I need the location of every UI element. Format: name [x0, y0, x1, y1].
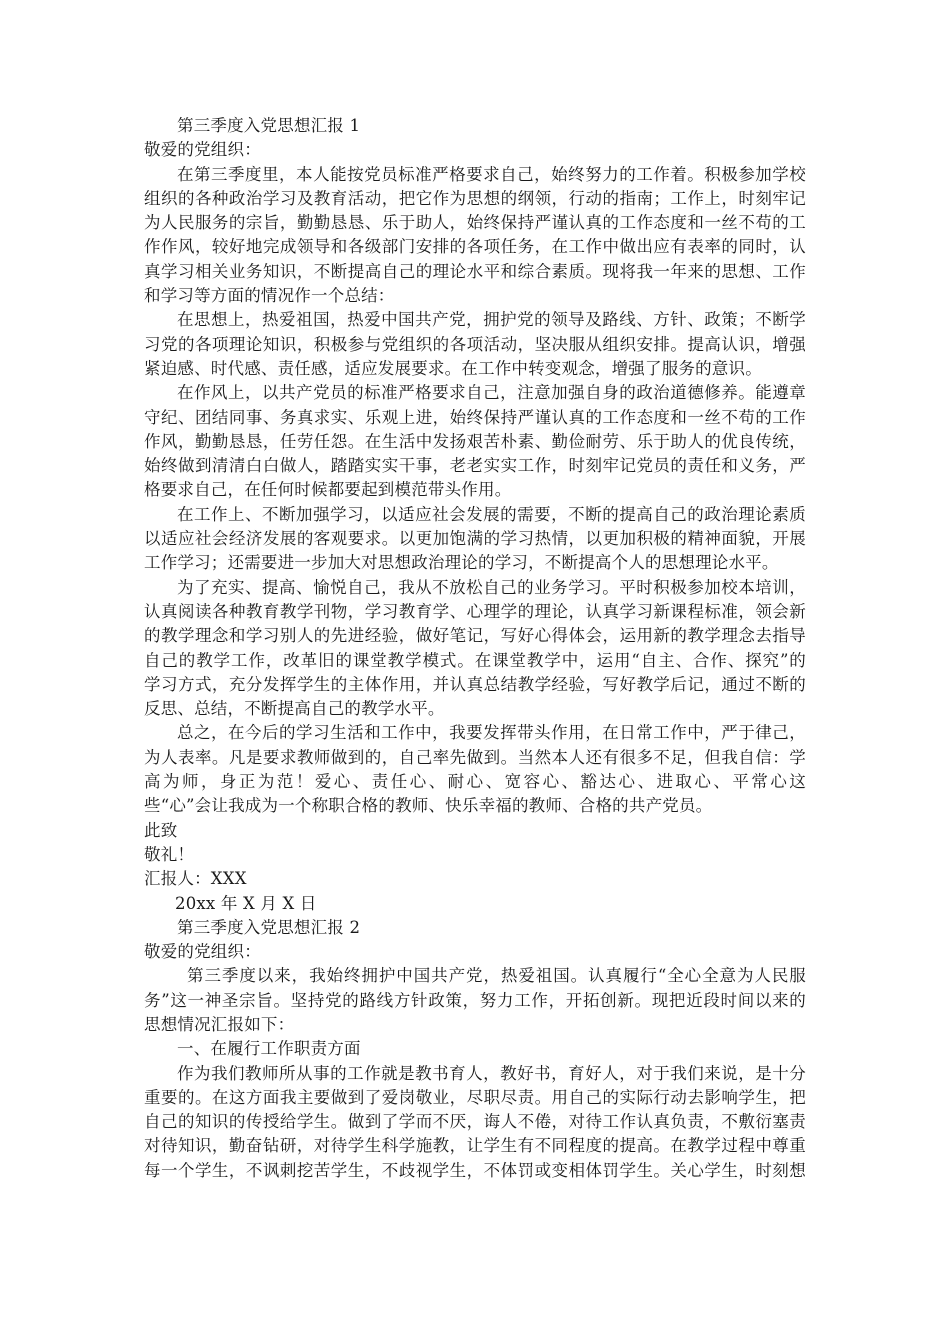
report1-paragraph-4: [144, 503, 806, 576]
text-line: 高为师，身正为范！爱心、责任心、耐心、宽容心、豁达心、进取心、平常心这: [144, 772, 806, 792]
report2-intro: [144, 964, 806, 1037]
text-line: 组织的各种政治学习及教育活动，把它作为思想的纲领，行动的指南；工作上，时刻牢记: [144, 188, 806, 208]
report1-paragraph-3: [144, 381, 806, 502]
text-line: 对待知识，勤奋钻研，对待学生科学施教，让学生有不同程度的提高。在教学过程中尊重: [144, 1136, 806, 1156]
text-line: 作作风，较好地完成领导和各级部门安排的各项任务，在工作中做出应有表率的同时，认: [144, 237, 806, 257]
report-date: 20xx 年 X 月 X 日: [175, 893, 317, 913]
report1-paragraph-6: [144, 721, 806, 818]
reporter-name: 汇报人：XXX: [144, 869, 247, 889]
text-line: 总之，在今后的学习生活和工作中，我要发挥带头作用，在日常工作中，严于律己，: [177, 723, 806, 743]
text-line: 重要的。在这方面我主要做到了爱岗敬业，尽职尽责。用自己的实际行动去影响学生，把: [144, 1087, 806, 1107]
text-line: 守纪、团结同事、务真求实、乐观上进，始终保持严谨认真的工作态度和一丝不苟的工作: [144, 407, 806, 427]
report2-salutation: 敬爱的党组织：: [144, 942, 261, 962]
text-line: 作风，勤勤恳恳，任劳任怨。在生活中发扬艰苦朴素、勤俭耐劳、乐于助人的优良传统，: [144, 431, 806, 451]
text-line: 格要求自己，在任何时候都要起到模范带头作用。: [144, 480, 512, 500]
text-line: 的教学理念和学习别人的先进经验，做好笔记，写好心得体会，运用新的教学理念去指导: [144, 626, 806, 646]
text-line: 在思想上，热爱祖国，热爱中国共产党，拥护党的领导及路线、方针、政策；不断学: [177, 310, 806, 330]
text-line: 在第三季度里，本人能按党员标准严格要求自己，始终努力的工作着。积极参加学校: [177, 164, 806, 184]
text-line: 务”这一神圣宗旨。坚持党的路线方针政策，努力工作，开拓创新。现把近段时间以来的: [144, 990, 806, 1010]
text-line: 些“心”会让我成为一个称职合格的教师、快乐幸福的教师、合格的共产党员。: [144, 796, 713, 816]
text-line: 每一个学生，不讽刺挖苦学生，不歧视学生，不体罚或变相体罚学生。关心学生，时刻想: [144, 1160, 806, 1180]
report2-section1-paragraph: [144, 1062, 806, 1183]
text-line: 真学习相关业务知识，不断提高自己的理论水平和综合素质。现将我一年来的思想、工作: [144, 261, 806, 281]
report1-paragraph-1: [144, 163, 806, 309]
text-line: 作为我们教师所从事的工作就是教书育人，教好书，育好人，对于我们来说，是十分: [177, 1063, 806, 1083]
report1-salutation: 敬爱的党组织：: [144, 140, 261, 160]
text-line: 紧迫感、时代感、责任感，适应发展要求。在工作中转变观念，增强了服务的意识。: [144, 358, 762, 378]
text-line: 自己的教学工作，改革旧的课堂教学模式。在课堂教学中，运用“自主、合作、探究”的: [144, 650, 806, 670]
text-line: 为人表率。凡是要求教师做到的，自己率先做到。当然本人还有很多不足，但我自信：学: [144, 747, 806, 767]
text-line: 习党的各项理论知识，积极参与党组织的各项活动，坚决服从组织安排。提高认识，增强: [144, 334, 806, 354]
text-line: 在作风上，以共产党员的标准严格要求自己，注意加强自身的政治道德修养。能遵章: [177, 383, 806, 403]
text-line: 自己的知识的传授给学生。做到了学而不厌，诲人不倦，对待工作认真负责，不敷衍塞责: [144, 1112, 806, 1132]
text-line: 第三季度以来，我始终拥护中国共产党，热爱祖国。认真履行“全心全意为人民服: [187, 966, 806, 986]
closing-line-1: 此致: [144, 820, 178, 840]
text-line: 在工作上、不断加强学习，以适应社会发展的需要，不断的提高自己的政治理论素质: [177, 504, 806, 524]
text-line: 思想情况汇报如下：: [144, 1014, 295, 1034]
report1-title: 第三季度入党思想汇报 1: [177, 116, 361, 135]
text-line: 始终做到清清白白做人，踏踏实实干事，老老实实工作，时刻牢记党员的责任和义务，严: [144, 456, 806, 476]
report1-paragraph-2: [144, 308, 806, 381]
text-line: 为人民服务的宗旨，勤勤恳恳、乐于助人，始终保持严谨认真的工作态度和一丝不苟的工: [144, 213, 806, 233]
report2-title: 第三季度入党思想汇报 2: [177, 917, 361, 937]
text-line: 学习方式，充分发挥学生的主体作用，并认真总结教学经验，写好教学后记，通过不断的: [144, 674, 806, 694]
report1-paragraph-5: [144, 576, 806, 722]
closing-line-2: 敬礼！: [144, 844, 195, 864]
text-line: 为了充实、提高、愉悦自己，我从不放松自己的业务学习。平时积极参加校本培训，: [177, 577, 806, 597]
document-page: [144, 114, 806, 1183]
text-line: 反思、总结，不断提高自己的教学水平。: [144, 699, 445, 719]
text-line: 和学习等方面的情况作一个总结：: [144, 286, 395, 306]
section-heading: 一、在履行工作职责方面: [177, 1039, 361, 1059]
text-line: 以适应社会经济发展的客观要求。以更加饱满的学习热情，以更加积极的精神面貌，开展: [144, 529, 806, 549]
text-line: 认真阅读各种教育教学刊物，学习教育学、心理学的理论，认真学习新课程标准，领会新: [144, 601, 806, 621]
text-line: 工作学习；还需要进一步加大对思想政治理论的学习，不断提高个人的思想理论水平。: [144, 553, 779, 573]
